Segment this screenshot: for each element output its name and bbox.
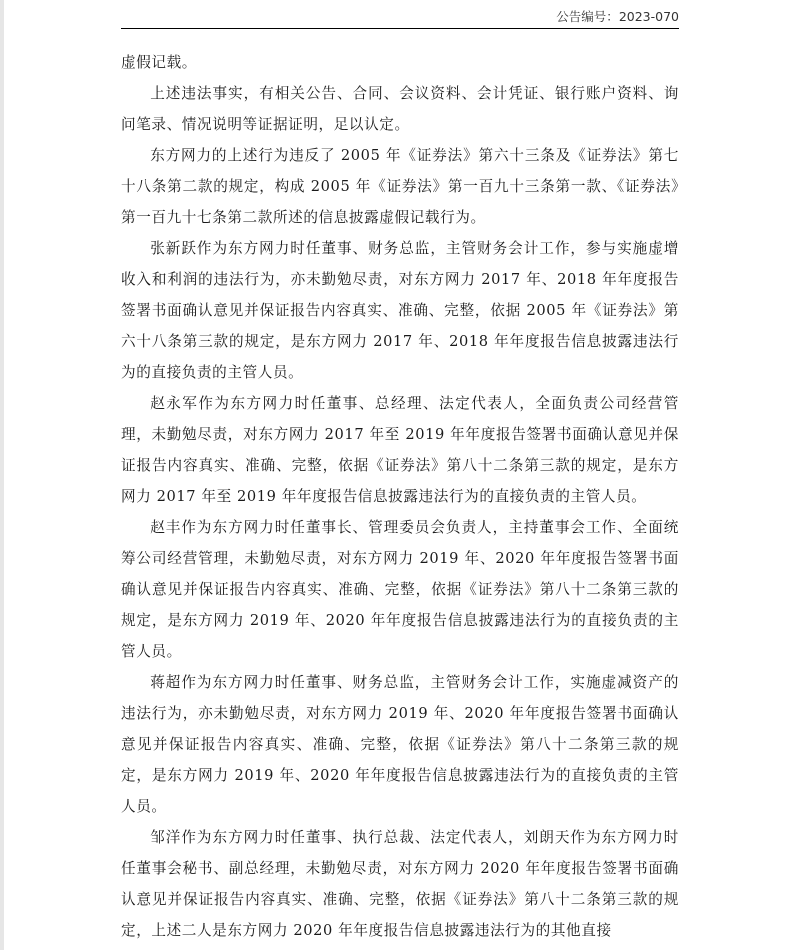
announcement-number-label: 公告编号：: [556, 9, 619, 24]
paragraph: 蒋超作为东方网力时任董事、财务总监，主管财务会计工作，实施虚减资产的违法行为，亦未勤勉尽责，对东方网力 2019 年、2020 年年度报告签署书面确认意见并保证报告内容真实、准确、完整，依据《证券法》第八十二条第三款的规定，是东方网力 2019 年、2020 年年度报告信息披露违法行为的直接负责的主管人员。: [121, 674, 679, 815]
announcement-number: 2023-070: [618, 9, 679, 24]
paragraph: 赵永军作为东方网力时任董事、总经理、法定代表人，全面负责公司经营管理，未勤勉尽责，对东方网力 2017 年至 2019 年年度报告签署书面确认意见并保证报告内容真实、准确、完整，依据《证券法》第八十二条第三款的规定，是东方网力 2017 年至 2019 年年度报告信息披露违法行为的直接负责的主管人员。: [121, 395, 679, 505]
paragraph: 东方网力的上述行为违反了 2005 年《证券法》第六十三条及《证券法》第七十八条第二款的规定，构成 2005 年《证券法》第一百九十三条第一款、《证券法》第一百九十七条第二款所述的信息披露虚假记载行为。: [121, 147, 679, 226]
paragraph: 张新跃作为东方网力时任董事、财务总监，主管财务会计工作，参与实施虚增收入和利润的违法行为，亦未勤勉尽责，对东方网力 2017 年、2018 年年度报告签署书面确认意见并保证报告内容真实、准确、完整，依据 2005 年《证券法》第六十八条第三款的规定，是东方网力 2017 年、2018 年年度报告信息披露违法行为的直接负责的主管人员。: [121, 240, 679, 381]
document-body: [121, 47, 679, 946]
paragraph: 虚假记载。: [121, 54, 197, 71]
paragraph: 邹洋作为东方网力时任董事、执行总裁、法定代表人，刘朗天作为东方网力时任董事会秘书、副总经理，未勤勉尽责，对东方网力 2020 年年度报告签署书面确认意见并保证报告内容真实、准确、完整，依据《证券法》第八十二条第三款的规定，上述二人是东方网力 2020 年年度报告信息披露违法行为的其他直接: [121, 829, 679, 939]
paragraph: 赵丰作为东方网力时任董事长、管理委员会负责人，主持董事会工作、全面统筹公司经营管理，未勤勉尽责，对东方网力 2019 年、2020 年年度报告签署书面确认意见并保证报告内容真实、准确、完整，依据《证券法》第八十二条第三款的规定，是东方网力 2019 年、2020 年年度报告信息披露违法行为的直接负责的主管人员。: [121, 519, 679, 660]
page-margin-strip: [0, 0, 4, 950]
page-header: [121, 8, 679, 29]
paragraph: 上述违法事实，有相关公告、合同、会议资料、会计凭证、银行账户资料、询问笔录、情况说明等证据证明，足以认定。: [121, 85, 679, 133]
